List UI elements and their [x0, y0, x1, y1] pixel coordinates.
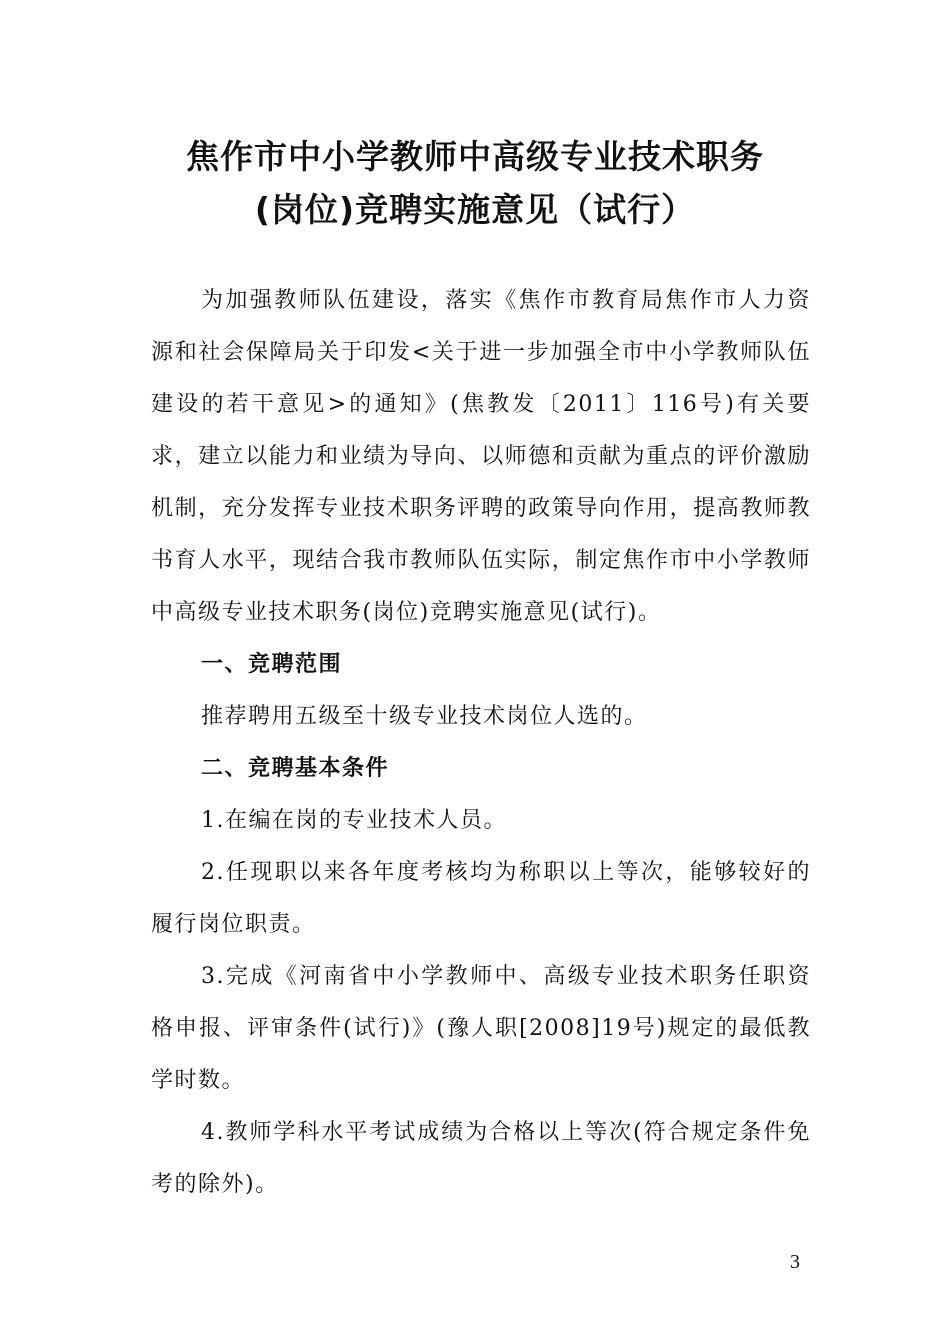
document-title-line-2: (岗位)竞聘实施意见（试行）: [254, 190, 696, 229]
condition-item-3: 3.完成《河南省中小学教师中、高级专业技术职务任职资格申报、评审条件(试行)》(豫人职[2008]19号)规定的最低教学时数。: [151, 964, 811, 1093]
condition-item-4: 4.教师学科水平考试成绩为合格以上等次(符合规定条件免考的除外)。: [151, 1120, 811, 1197]
page-number: 3: [790, 1251, 800, 1273]
document-title-line-1: 焦作市中小学教师中高级专业技术职务: [186, 137, 764, 176]
intro-paragraph: 为加强教师队伍建设，落实《焦作市教育局焦作市人力资源和社会保障局关于印发<关于进一步加强全市中小学教师队伍建设的若干意见>的通知》(焦教发〔2011〕116号)有关要求，建立以能力和业绩为导向、以师德和贡献为重点的评价激励机制，充分发挥专业技术职务评聘的政策导向作用，提高教师教书育人水平，现结合我市教师队伍实际，制定焦作市中小学教师中高级专业技术职务(岗位)竞聘实施意见(试行)。: [151, 288, 811, 625]
condition-item-1: 1.在编在岗的专业技术人员。: [201, 808, 507, 833]
condition-item-2: 2.任现职以来各年度考核均为称职以上等次，能够较好的履行岗位职责。: [151, 860, 811, 937]
section-scope-text: 推荐聘用五级至十级专业技术岗位人选的。: [201, 704, 648, 729]
document-body: [151, 275, 811, 1211]
section-heading-conditions: 二、竞聘基本条件: [201, 756, 390, 781]
section-heading-scope: 一、竞聘范围: [201, 652, 343, 677]
